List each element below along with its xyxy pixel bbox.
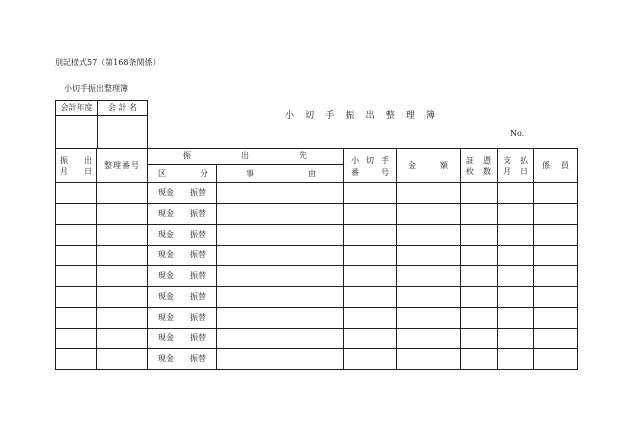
- title-char: 整: [385, 111, 395, 121]
- payee-matter-header: [246, 170, 316, 178]
- title-char: 小: [285, 111, 295, 121]
- voucher-count-header-line1: [466, 157, 491, 165]
- row-transfer-label: 振替: [190, 354, 206, 363]
- header-char: 分: [200, 169, 208, 178]
- row-transfer-label: 振替: [190, 292, 206, 301]
- amount-header: [408, 162, 448, 170]
- check-no-header-line1: [351, 157, 389, 165]
- check-no-header-line2: [351, 169, 389, 177]
- top-box-border-right: [147, 100, 148, 148]
- row-cash-label: 現金: [158, 250, 174, 259]
- ledger-title: [285, 108, 435, 121]
- header-char: 切: [366, 156, 374, 165]
- header-char: 月: [60, 167, 68, 176]
- title-char: 理: [405, 111, 415, 121]
- col-line: [147, 148, 148, 370]
- form-subtitle: 小切手振出整理簿: [64, 84, 128, 93]
- row-cash-label: 現金: [158, 230, 174, 239]
- payee-subheader-line: [147, 164, 343, 165]
- row-cash-label: 現金: [158, 313, 174, 322]
- header-char: 日: [520, 167, 528, 176]
- header-char: 出: [84, 156, 92, 165]
- col-line: [343, 148, 344, 370]
- header-char: 出: [241, 151, 249, 160]
- ref-no-header: 整理番号: [104, 160, 140, 170]
- col-line: [533, 148, 534, 370]
- row-line: [55, 348, 577, 349]
- header-char: 振: [183, 151, 191, 160]
- title-char: 出: [365, 111, 375, 121]
- page-number-label: No.: [510, 129, 525, 138]
- row-cash-label: 現金: [158, 333, 174, 342]
- row-transfer-label: 振替: [190, 188, 206, 197]
- header-char: 番: [351, 168, 359, 177]
- payment-date-header-line1: [503, 157, 528, 165]
- header-char: 払: [520, 156, 528, 165]
- header-char: 月: [503, 167, 511, 176]
- row-line: [55, 286, 577, 287]
- row-transfer-label: 振替: [190, 333, 206, 342]
- col-line: [396, 148, 397, 370]
- row-line: [55, 245, 577, 246]
- clerk-header: [542, 162, 569, 170]
- row-transfer-label: 振替: [190, 313, 206, 322]
- issue-date-header-line1: [60, 157, 92, 165]
- row-cash-label: 現金: [158, 292, 174, 301]
- top-box-divider: [55, 115, 148, 116]
- row-transfer-label: 振替: [190, 230, 206, 239]
- header-char: 号: [381, 168, 389, 177]
- row-line: [55, 307, 577, 308]
- col-line: [577, 148, 578, 370]
- payee-category-header: [158, 170, 208, 178]
- payee-group-header: [183, 152, 307, 160]
- voucher-count-header-line2: [466, 168, 491, 176]
- grid-bottom-border: [55, 369, 577, 370]
- header-char: 額: [440, 161, 448, 170]
- header-bottom-line: [55, 182, 577, 183]
- title-char: 切: [305, 111, 315, 121]
- row-cash-label: 現金: [158, 271, 174, 280]
- fiscal-year-label: 会計年度: [60, 103, 93, 112]
- col-line: [216, 164, 217, 370]
- header-char: 日: [84, 167, 92, 176]
- header-char: 振: [60, 156, 68, 165]
- row-line: [55, 224, 577, 225]
- row-transfer-label: 振替: [190, 209, 206, 218]
- header-char: 数: [483, 167, 491, 176]
- col-line: [497, 148, 498, 370]
- header-char: 証: [466, 156, 474, 165]
- row-line: [55, 328, 577, 329]
- header-char: 金: [408, 161, 416, 170]
- row-line: [55, 203, 577, 204]
- header-char: 区: [158, 169, 166, 178]
- row-transfer-label: 振替: [190, 271, 206, 280]
- title-char: 振: [345, 111, 355, 121]
- header-char: 枚: [466, 167, 474, 176]
- row-cash-label: 現金: [158, 209, 174, 218]
- row-line: [55, 265, 577, 266]
- form-reference: 別記様式57（第168条関係）: [55, 58, 161, 67]
- row-cash-label: 現金: [158, 354, 174, 363]
- header-char: 支: [503, 156, 511, 165]
- col-line: [460, 148, 461, 370]
- header-char: 事: [246, 169, 254, 178]
- row-transfer-label: 振替: [190, 250, 206, 259]
- row-cash-label: 現金: [158, 188, 174, 197]
- header-char: 手: [381, 156, 389, 165]
- title-char: 手: [325, 111, 335, 121]
- header-char: 由: [308, 169, 316, 178]
- header-char: 係: [542, 161, 550, 170]
- account-name-label: 会 計 名: [107, 103, 138, 112]
- payment-date-header-line2: [503, 168, 528, 176]
- header-char: 小: [351, 156, 359, 165]
- header-char: 先: [299, 151, 307, 160]
- issue-date-header-line2: [60, 168, 92, 176]
- header-char: 憑: [483, 156, 491, 165]
- header-char: 員: [561, 161, 569, 170]
- title-char: 簿: [425, 111, 435, 121]
- col-line: [55, 148, 56, 370]
